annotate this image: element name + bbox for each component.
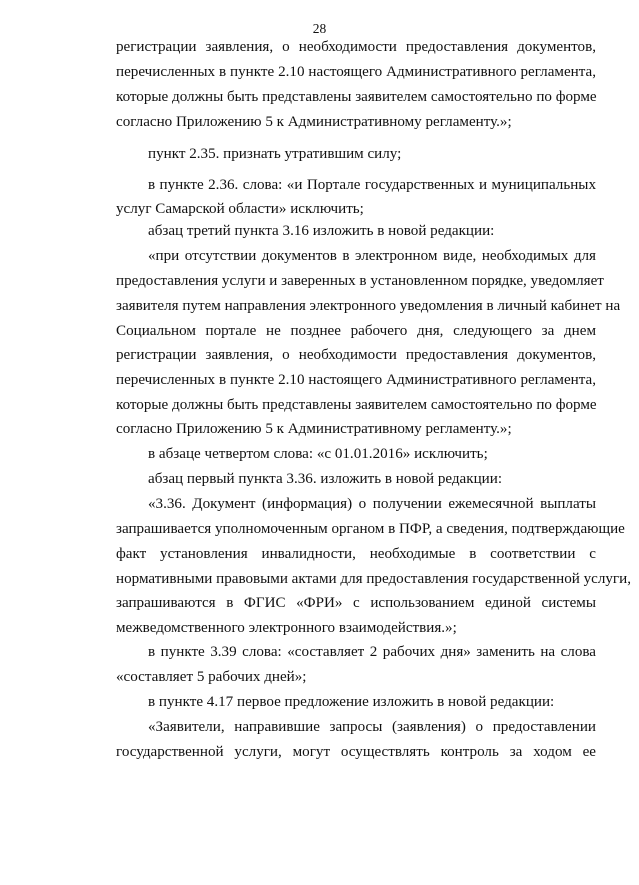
- text-line: абзац первый пункта 3.36. изложить в новой редакции:: [148, 471, 503, 487]
- text-line: согласно Приложению 5 к Административному регламенту.»;: [116, 421, 512, 437]
- text-line: которые должны быть представлены заявителем самостоятельно по форме: [116, 397, 597, 413]
- text-line: в пункте 3.39 слова: «составляет 2 рабочих дня» заменить на слова: [148, 644, 596, 660]
- text-line: государственной услуги, могут осуществлять контроль за ходом ее: [116, 744, 596, 760]
- text-line: в пункте 4.17 первое предложение изложить в новой редакции:: [148, 694, 555, 710]
- text-line: запрашивается уполномоченным органом в ПФР, а сведения, подтверждающие: [116, 521, 625, 537]
- text-line: «Заявители, направившие запросы (заявления) о предоставлении: [148, 719, 596, 735]
- text-line: нормативными правовыми актами для предоставления государственной услуги,: [116, 571, 631, 587]
- text-line: факт установления инвалидности, необходимые в соответствии с: [116, 546, 596, 562]
- page-number: 28: [312, 21, 327, 36]
- text-line: пункт 2.35. признать утратившим силу;: [148, 146, 402, 162]
- text-line: запрашиваются в ФГИС «ФРИ» с использованием единой системы: [116, 595, 596, 611]
- text-line: «при отсутствии документов в электронном виде, необходимых для: [148, 248, 596, 264]
- text-line: межведомственного электронного взаимодействия.»;: [116, 620, 457, 636]
- text-line: «составляет 5 рабочих дней»;: [116, 669, 307, 685]
- text-line: регистрации заявления, о необходимости предоставления документов,: [116, 347, 596, 363]
- text-line: перечисленных в пункте 2.10 настоящего Административного регламента,: [116, 372, 596, 388]
- text-line: согласно Приложению 5 к Административному регламенту.»;: [116, 114, 512, 130]
- text-line: регистрации заявления, о необходимости предоставления документов,: [116, 39, 596, 55]
- text-line: в пункте 2.36. слова: «и Портале государственных и муниципальных: [148, 177, 596, 193]
- text-line: услуг Самарской области» исключить;: [116, 201, 364, 217]
- text-line: которые должны быть представлены заявителем самостоятельно по форме: [116, 89, 597, 105]
- text-line: заявителя путем направления электронного уведомления в личный кабинет на: [116, 298, 621, 314]
- text-line: «3.36. Документ (информация) о получении ежемесячной выплаты: [148, 496, 596, 512]
- text-line: Социальном портале не позднее рабочего дня, следующего за днем: [116, 323, 596, 339]
- text-line: предоставления услуги и заверенных в установленном порядке, уведомляет: [116, 273, 604, 289]
- text-line: перечисленных в пункте 2.10 настоящего Административного регламента,: [116, 64, 596, 80]
- text-line: абзац третий пункта 3.16 изложить в новой редакции:: [148, 223, 495, 239]
- text-line: в абзаце четвертом слова: «с 01.01.2016» исключить;: [148, 446, 488, 462]
